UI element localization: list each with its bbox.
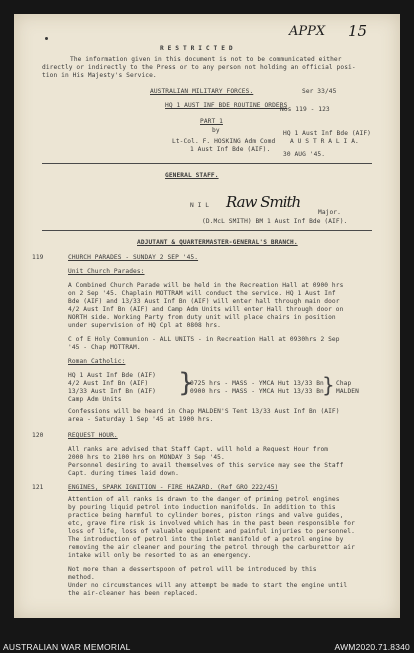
serial-number: Ser 33/45 bbox=[302, 88, 337, 95]
item-title-119: CHURCH PARADES - SUNDAY 2 SEP '45. bbox=[68, 254, 199, 261]
rc-chaplain-name: MALDEN bbox=[336, 388, 359, 395]
section-rule bbox=[42, 230, 372, 231]
item-121-line7: removing the air cleaner and pouring the petrol through the carburettor air bbox=[68, 544, 355, 551]
rc-mass-1: 0725 hrs - MASS - YMCA Hut 13/33 Bn bbox=[190, 380, 324, 387]
rc-unit-3: 13/33 Aust Inf Bn (AIF) bbox=[68, 388, 156, 395]
item-119-para1-line3: Bde (AIF) and 13/33 Aust Inf Bn (AIF) will enter hall through main door bbox=[68, 298, 340, 305]
rc-unit-4: Camp Adm Units bbox=[68, 396, 122, 403]
item-119-para1-line4: 4/2 Aust Inf Bn (AIF) and Camp Adm Units will enter Hall through door on bbox=[68, 306, 344, 313]
item-number-120: 120 bbox=[32, 432, 44, 439]
signatory-name: (D.McL SMITH) BM 1 Aust Inf Bde (AIF). bbox=[202, 218, 348, 225]
item-119-para2-line2: '45 - Chap MOTTRAM. bbox=[68, 344, 141, 351]
item-121-line9: Not more than a dessertspoon of petrol will be introduced by this bbox=[68, 566, 317, 573]
item-121-line11: Under no circumstances will any attempt be made to start the engine until bbox=[68, 582, 348, 589]
item-title-120: REQUEST HOUR. bbox=[68, 432, 118, 439]
item-119-para1-line1: A Combined Church Parade will be held in the Recreation Hall at 0900 hrs bbox=[68, 282, 344, 289]
item-121-line4: etc, grave fire risk is involved which has in the past been responsible for bbox=[68, 520, 355, 527]
order-date: 30 AUG '45. bbox=[283, 151, 326, 158]
item-121-line1: Attention of all ranks is drawn to the danger of priming petrol engines bbox=[68, 496, 340, 503]
punch-mark bbox=[45, 37, 48, 40]
item-121-line5: loss of life, loss of valuable equipment and painful injuries to personnel. bbox=[68, 528, 355, 535]
item-121-line12: the air-cleaner has been replaced. bbox=[68, 590, 199, 597]
footer-bar bbox=[0, 622, 414, 653]
item-120-line4: Capt. during times laid down. bbox=[68, 470, 179, 477]
rc-mass-2: 0900 hrs - MASS - YMCA Hut 13/33 Bn bbox=[190, 388, 324, 395]
item-119-para1-line6: under supervision of HQ Cpl at 0808 hrs. bbox=[68, 322, 222, 329]
general-staff-heading: GENERAL STAFF. bbox=[165, 172, 219, 179]
item-number-119: 119 bbox=[32, 254, 44, 261]
notice-line-1: The information given in this document is not to be communicated either bbox=[70, 56, 342, 63]
footer-accession-number: AWM2020.71.8340 bbox=[334, 642, 410, 652]
rc-chaplain-title: Chap bbox=[336, 380, 352, 387]
commander-unit: 1 Aust Inf Bde (AIF). bbox=[190, 146, 271, 153]
branch-heading: ADJUTANT & QUARTERMASTER-GENERAL'S BRANCH. bbox=[137, 239, 298, 246]
notice-line-3: tion in His Majesty's Service. bbox=[42, 72, 157, 79]
handwritten-page-number: 15 bbox=[348, 22, 368, 40]
place-line-1: HQ 1 Aust Inf Bde (AIF) bbox=[283, 130, 371, 137]
item-119-para2-line1: C of E Holy Communion - ALL UNITS - in Recreation Hall at 0930hrs 2 Sep bbox=[68, 336, 340, 343]
restricted-header: R E S T R I C T E D bbox=[160, 45, 233, 52]
signature bbox=[226, 193, 300, 211]
item-120-line1: All ranks are advised that Staff Capt. will hold a Request Hour from bbox=[68, 446, 329, 453]
item-121-line10: method. bbox=[68, 574, 95, 581]
item-120-line3: Personnel desiring to avail themselves of this service may see the Staff bbox=[68, 462, 344, 469]
force-title: AUSTRALIAN MILITARY FORCES. bbox=[150, 88, 254, 95]
footer-institution: AUSTRALIAN WAR MEMORIAL bbox=[3, 642, 131, 652]
part-label: PART 1 bbox=[200, 118, 223, 125]
order-numbers: Nos 119 - 123 bbox=[280, 106, 330, 113]
notice-line-2: directly or indirectly to the Press or to any person not holding an official posi- bbox=[42, 64, 356, 71]
right-brace: } bbox=[322, 373, 335, 397]
item-119-para3-line2: area - Saturday 1 Sep '45 at 1900 hrs. bbox=[68, 416, 214, 423]
item-number-121: 121 bbox=[32, 484, 44, 491]
signature-text: Raw Smith bbox=[226, 193, 301, 211]
commander-name: Lt-Col. F. HOSKING Adm Comd bbox=[172, 138, 276, 145]
item-121-line6: The introduction of petrol into the inlet manifold of a petrol engine by bbox=[68, 536, 344, 543]
left-brace: } bbox=[178, 368, 195, 398]
item-119-para1-line5: NORTH side. Working Party from duty unit will place chairs in position bbox=[68, 314, 336, 321]
item-title-121: ENGINES, SPARK IGNITION - FIRE HAZARD. (Ref GRO 222/45) bbox=[68, 484, 279, 491]
header-rule bbox=[42, 163, 372, 164]
rc-unit-2: 4/2 Aust Inf Bn (AIF) bbox=[68, 380, 149, 387]
item-subheading-unit-parades: Unit Church Parades: bbox=[68, 268, 145, 275]
rc-unit-1: HQ 1 Aust Inf Bde (AIF) bbox=[68, 372, 156, 379]
item-120-line2: 2000 hrs to 2100 hrs on MONDAY 3 Sep '45. bbox=[68, 454, 225, 461]
nil-text: N I L bbox=[190, 202, 210, 209]
item-121-line3: practice being harmful to cylinder bores, piston rings and valve guides, bbox=[68, 512, 344, 519]
item-121-line2: by pouring liquid petrol into induction manifolds. In addition to this bbox=[68, 504, 336, 511]
item-subheading-roman-catholic: Roman Catholic: bbox=[68, 358, 126, 365]
by-label: by bbox=[212, 127, 220, 134]
routine-orders-title: HQ 1 AUST INF BDE ROUTINE ORDERS bbox=[165, 102, 288, 109]
item-119-para3-line1: Confessions will be heard in Chap MALDEN'S Tent 13/33 Aust Inf Bn (AIF) bbox=[68, 408, 340, 415]
item-119-para1-line2: on 2 Sep '45. Chaplain MOTTRAM will conduct the service. HQ 1 Aust Inf bbox=[68, 290, 336, 297]
item-121-line8: intake will only be resorted to as an emergency. bbox=[68, 552, 252, 559]
place-line-2: A U S T R A L I A. bbox=[290, 138, 359, 145]
handwritten-appx: APPX bbox=[289, 24, 326, 39]
major-label: Major. bbox=[318, 209, 341, 216]
